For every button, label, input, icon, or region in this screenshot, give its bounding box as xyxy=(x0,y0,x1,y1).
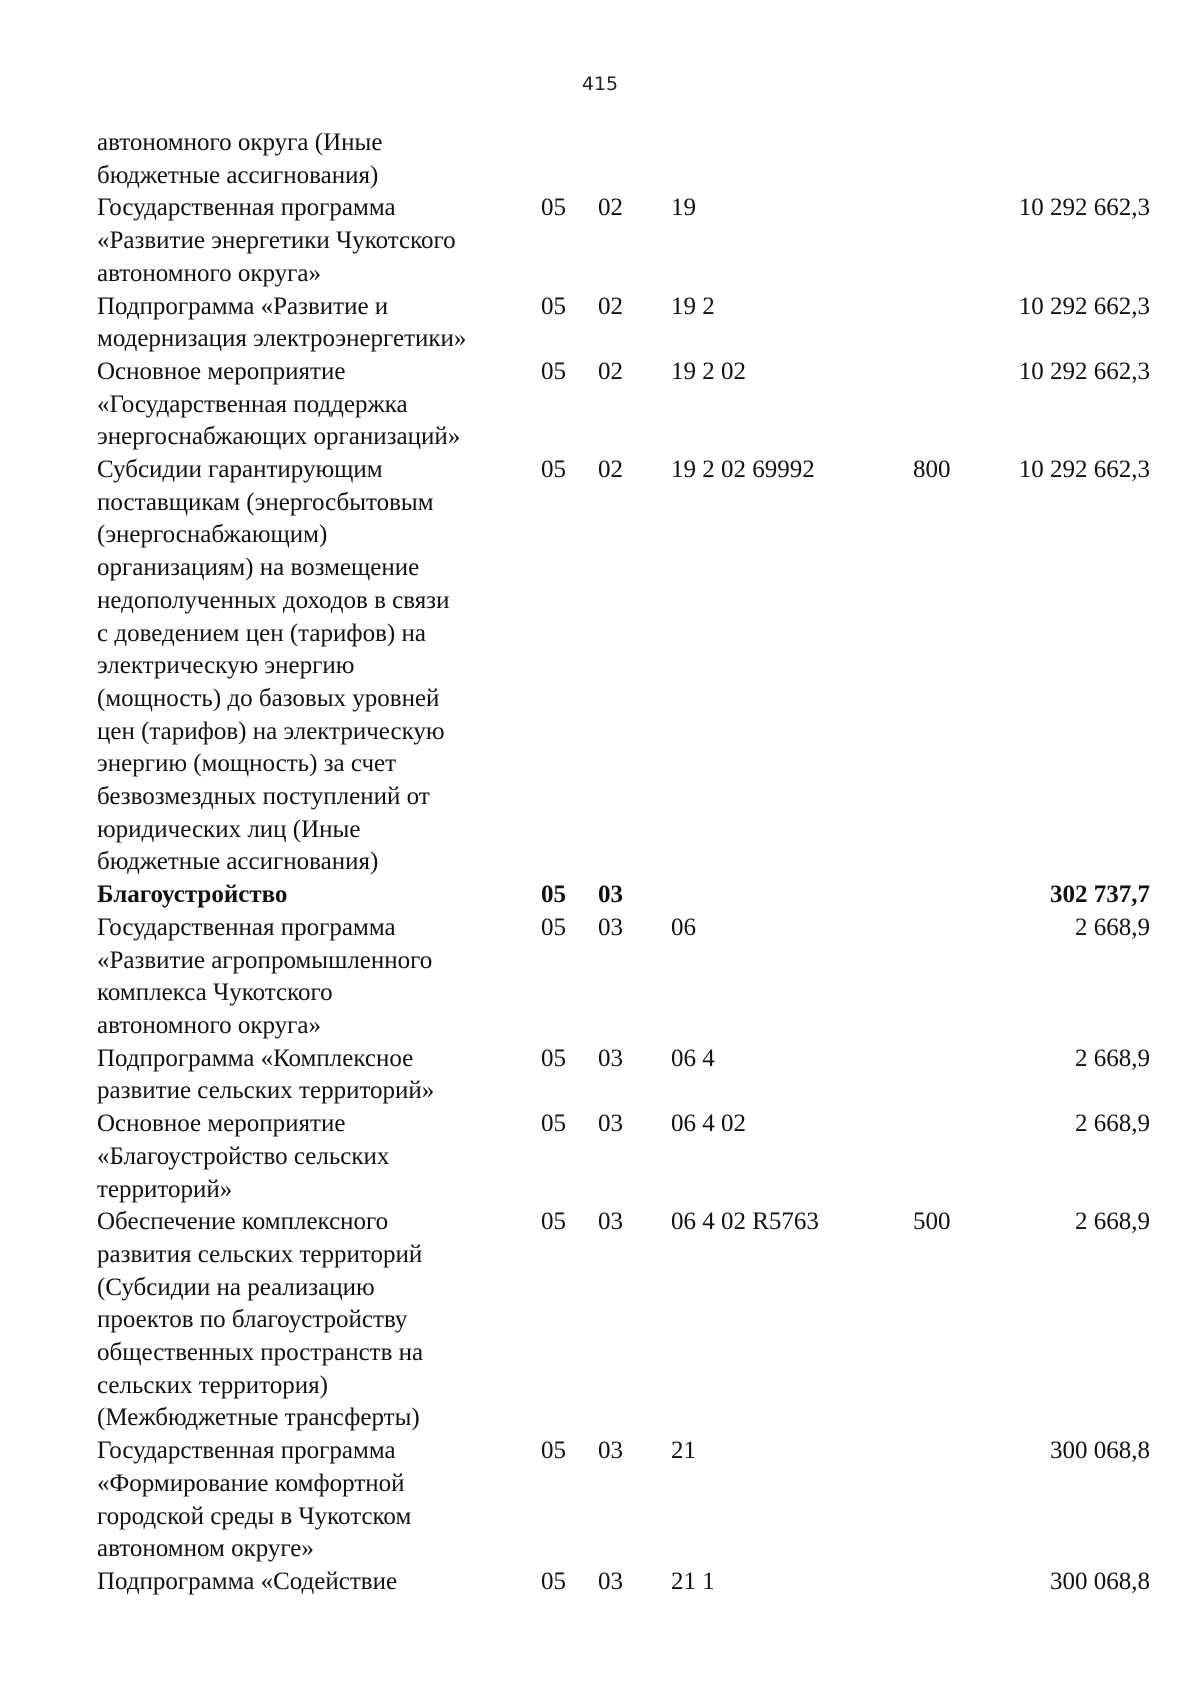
row-subsection-code: 03 xyxy=(598,881,623,909)
row-amount: 300 068,8 xyxy=(1050,1437,1150,1465)
row-name-line: энергию (мощность) за счет xyxy=(97,750,397,778)
row-name-line: Государственная программа xyxy=(97,1437,396,1465)
row-subsection-code: 03 xyxy=(598,913,623,941)
table-row xyxy=(0,454,1200,879)
row-name-line: городской среды в Чукотском xyxy=(97,1502,412,1530)
table-row xyxy=(0,1108,1200,1206)
row-name-line: «Развитие агропромышленного xyxy=(97,946,433,974)
row-target-code: 21 1 xyxy=(671,1567,715,1595)
row-name-line: Обеспечение комплексного xyxy=(97,1208,389,1236)
row-name-line: с доведением цен (тарифов) на xyxy=(97,619,426,647)
row-subsection-code: 03 xyxy=(598,1437,623,1465)
row-amount: 10 292 662,3 xyxy=(1018,292,1150,320)
row-name xyxy=(97,356,517,454)
row-name-line: комплекса Чукотского xyxy=(97,979,333,1007)
table-row xyxy=(0,879,1200,912)
row-amount: 10 292 662,3 xyxy=(1018,456,1150,484)
row-name-line: развитие сельских территорий» xyxy=(97,1077,435,1105)
row-name-line: «Государственная поддержка xyxy=(97,390,408,418)
row-name-line: Основное мероприятие xyxy=(97,357,346,385)
row-name-line: проектов по благоустройству xyxy=(97,1306,408,1334)
row-name-line: территорий» xyxy=(97,1175,233,1203)
row-name-line: недополученных доходов в связи xyxy=(97,586,450,614)
row-name-line: Подпрограмма «Развитие и xyxy=(97,292,389,320)
row-name-line: бюджетные ассигнования) xyxy=(97,161,379,189)
row-amount: 300 068,8 xyxy=(1050,1567,1150,1595)
table-row xyxy=(0,291,1200,356)
row-target-code: 19 2 02 xyxy=(671,357,746,385)
row-target-code: 19 2 02 69992 xyxy=(671,456,815,484)
row-name-line: автономном округе» xyxy=(97,1535,314,1563)
row-target-code: 06 4 02 R5763 xyxy=(671,1208,819,1236)
row-name-line: безвозмездных поступлений от xyxy=(97,783,430,811)
row-name-line: общественных пространств на xyxy=(97,1339,424,1367)
row-name-line: Подпрограмма «Содействие xyxy=(97,1567,398,1595)
row-subsection-code: 03 xyxy=(598,1567,623,1595)
table-row xyxy=(0,127,1200,192)
row-name-line: (Межбюджетные трансферты) xyxy=(97,1404,420,1432)
row-subsection-code: 03 xyxy=(598,1110,623,1138)
row-section-code: 05 xyxy=(541,1110,566,1138)
row-section-code: 05 xyxy=(541,913,566,941)
row-name-line: (энергоснабжающим) xyxy=(97,521,328,549)
table-row xyxy=(0,1206,1200,1435)
row-section-code: 05 xyxy=(541,1044,566,1072)
row-name xyxy=(97,912,517,1043)
budget-table xyxy=(0,127,1200,1599)
row-subsection-code: 02 xyxy=(598,357,623,385)
row-name-line: бюджетные ассигнования) xyxy=(97,848,379,876)
row-name-line: «Формирование комфортной xyxy=(97,1469,405,1497)
row-amount: 302 737,7 xyxy=(1050,881,1150,909)
row-name xyxy=(97,192,517,290)
row-name-line: поставщикам (энергосбытовым xyxy=(97,488,434,516)
row-section-code: 05 xyxy=(541,1437,566,1465)
row-target-code: 19 xyxy=(671,194,696,222)
row-name-line: автономного округа» xyxy=(97,259,322,287)
row-name-line: организациям) на возмещение xyxy=(97,554,420,582)
row-subsection-code: 02 xyxy=(598,456,623,484)
row-amount: 2 668,9 xyxy=(1075,913,1150,941)
row-name-line: цен (тарифов) на электрическую xyxy=(97,717,445,745)
page-number: 415 xyxy=(581,73,619,95)
row-amount: 2 668,9 xyxy=(1075,1044,1150,1072)
row-name-line: «Благоустройство сельских xyxy=(97,1142,390,1170)
row-amount: 10 292 662,3 xyxy=(1018,194,1150,222)
row-name xyxy=(97,291,517,356)
table-row xyxy=(0,192,1200,290)
row-name xyxy=(97,1566,517,1599)
row-expense-type-code: 500 xyxy=(913,1208,951,1236)
row-subsection-code: 02 xyxy=(598,194,623,222)
table-row xyxy=(0,1435,1200,1566)
row-section-code: 05 xyxy=(541,194,566,222)
table-row xyxy=(0,1566,1200,1599)
row-name-line: сельских территория) xyxy=(97,1371,328,1399)
row-name-line: электрическую энергию xyxy=(97,652,355,680)
row-section-code: 05 xyxy=(541,881,566,909)
row-subsection-code: 03 xyxy=(598,1208,623,1236)
row-name-line: Субсидии гарантирующим xyxy=(97,456,383,484)
row-name-line: модернизация электроэнергетики» xyxy=(97,325,467,353)
row-section-code: 05 xyxy=(541,456,566,484)
row-name-line: Благоустройство xyxy=(97,881,288,909)
row-name xyxy=(97,454,517,879)
row-name xyxy=(97,127,517,192)
row-name xyxy=(97,1043,517,1108)
row-name-line: энергоснабжающих организаций» xyxy=(97,423,461,451)
row-name-line: Государственная программа xyxy=(97,913,396,941)
row-section-code: 05 xyxy=(541,357,566,385)
row-name-line: Подпрограмма «Комплексное xyxy=(97,1044,414,1072)
row-amount: 2 668,9 xyxy=(1075,1208,1150,1236)
row-name-line: юридических лиц (Иные xyxy=(97,815,361,843)
row-section-code: 05 xyxy=(541,1208,566,1236)
row-target-code: 06 xyxy=(671,913,696,941)
row-target-code: 06 4 02 xyxy=(671,1110,746,1138)
row-name-line: автономного округа» xyxy=(97,1011,322,1039)
row-subsection-code: 03 xyxy=(598,1044,623,1072)
row-name-line: автономного округа (Иные xyxy=(97,129,383,156)
row-name-line: Основное мероприятие xyxy=(97,1110,346,1138)
row-name-line: развития сельских территорий xyxy=(97,1240,423,1268)
row-expense-type-code: 800 xyxy=(913,456,951,484)
row-target-code: 19 2 xyxy=(671,292,715,320)
row-target-code: 06 4 xyxy=(671,1044,715,1072)
row-name-line: «Развитие энергетики Чукотского xyxy=(97,227,456,255)
row-name xyxy=(97,1206,517,1435)
row-amount: 10 292 662,3 xyxy=(1018,357,1150,385)
table-row xyxy=(0,1043,1200,1108)
row-name-line: (Субсидии на реализацию xyxy=(97,1273,375,1301)
table-row xyxy=(0,356,1200,454)
row-amount: 2 668,9 xyxy=(1075,1110,1150,1138)
row-name-line: (мощность) до базовых уровней xyxy=(97,684,440,712)
row-name xyxy=(97,1435,517,1566)
row-name xyxy=(97,879,517,912)
row-subsection-code: 02 xyxy=(598,292,623,320)
row-section-code: 05 xyxy=(541,292,566,320)
row-name xyxy=(97,1108,517,1206)
row-name-line: Государственная программа xyxy=(97,194,396,222)
row-target-code: 21 xyxy=(671,1437,696,1465)
table-row xyxy=(0,912,1200,1043)
row-section-code: 05 xyxy=(541,1567,566,1595)
